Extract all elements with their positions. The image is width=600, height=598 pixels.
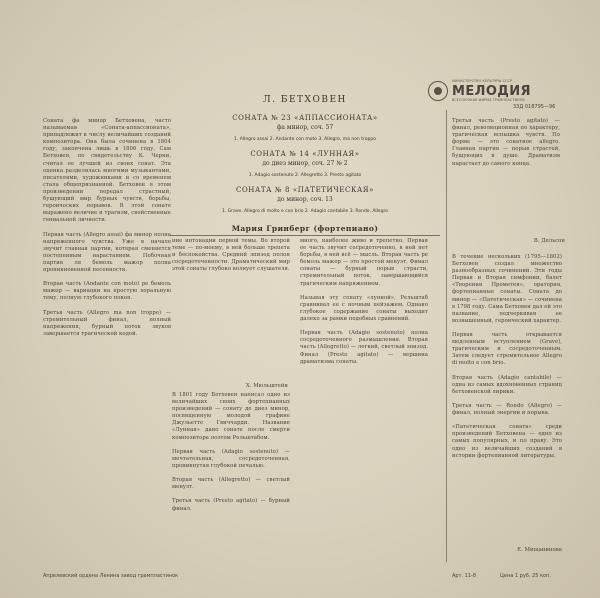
notes-right-bottom: В течение нескольких (1795—1802) Бетховен создал множество разнообразных сочинений. Эти годы Первая и Вторая симфонии, балет «Творения Прометея», оратория, фортепианные сонаты. Соната до минор — «Патетическая» — сочинена в 1798 году. Сама Бетховен дал ей это название, подчеркивая ее возвышенный, героический характер. Первая часть открывается медленным вступлением (Grave), трагическим и сосредоточенным. Затем следует стремительное Allegro di molto e con brio. Вторая часть (Adagio cantabile) — одна из самых вдохновенных страниц бетховенской лирики. Третья часть — Rondo (Allegro) — финал, полный энергии и порыва. «Патетическая соната» среди произведений Бетховена — одно из самых популярных, и по праву. Это одно из величайших созданий в истории фортепианной литературы. [452, 254, 562, 459]
notes-middle-left: ние интонации первой темы. Во второй теме — по-моему, в ней больше трепета и беспокойства. Средний эпизод полон сосредоточенности. Драматический мир этой сонаты глубоко волнует слушателя. [172, 238, 290, 273]
melodiya-logo [428, 81, 586, 103]
notes-middle-right: много, наиболее живо и трепетно. Первая ее часть звучит сосредоточенно, в ней нет борьбы, в ней всё — мысль. Вторая часть ре бемоль мажор — это простой менуэт. Финал сонаты — бурный порыв страсти, стремительный поток, завершающийся трагическим напряжением. Называя эту сонату «лунной», Рельштаб сравнивал ее с ночным пейзажем. Однако глубокое содержание сонаты выходит далеко за рамки подобных сравнений. Первая часть (Adagio sostenuto) полна сосредоточенного размышления. Вторая часть (Allegretto) — легкий, светлый эпизод. Финал (Presto agitato) — вершина драматизма сонаты. [300, 238, 428, 365]
title-divider [170, 235, 440, 236]
notes-right-top: Третья часть (Presto agitato) — финал, революционная по характеру, трагическая вспышка чувств. По форме — это сонатное allegro. Главная партия — порыв страстей, бушующих в душе. Драматизм нарастает до самого конца. [452, 118, 560, 167]
column-separator [446, 110, 447, 562]
composer-name: Л. БЕТХОВЕН [263, 95, 347, 105]
sonata-14-key: до диез минор, соч. 27 № 2 [262, 160, 348, 167]
sonata-14-movements: 1. Adagio sostenuto 2. Allegretto 3. Presto agitato [248, 173, 362, 178]
catalog-number: 33Д 018795—96 [513, 104, 556, 110]
logo-ministry-line: МИНИСТЕРСТВО КУЛЬТУРЫ СССР [452, 79, 513, 83]
sonata-8-title: СОНАТА № 8 «ПАТЕТИЧЕСКАЯ» [236, 186, 374, 194]
author-delson: В. Дельсон [533, 238, 565, 244]
plant-name: Апрелевский ордена Ленина завод грампластинок [43, 573, 179, 579]
sonata-23-title: СОНАТА № 23 «АППАССИОНАТА» [232, 114, 378, 122]
logo-brand-name: МЕЛОДИЯ [452, 84, 531, 99]
sonata-23-key: фа минор, соч. 57 [276, 124, 334, 131]
logo-company-line: ВСЕСОЮЗНАЯ ФИРМА ГРАМПЛАСТИНОК [452, 98, 525, 102]
notes-middle-left-2: В 1801 году Бетховен написал одно из величайших своих фортепианных произведений — сонату до диез минор, посвященную молодой графине Джульетте Гвиччарди. Название «Лунная» дано сонате после смерти композитора поэтом Рельштабом. Первая часть (Adagio sostenuto) — мечтательная, сосредоточенная, проникнутая глубокой печалью. Вторая часть (Allegretto) — светлый менуэт. Третья часть (Presto agitato) — бурный финал. [172, 392, 290, 512]
price: Цена 1 руб. 25 коп. [500, 573, 551, 579]
sonata-14-title: СОНАТА № 14 «ЛУННАЯ» [250, 150, 360, 158]
author-myshchanova: Е. Мищанинова [517, 547, 562, 553]
sonata-23-movements: 1. Allegro assai 2. Andante con moto 3. Allegro, ma non troppo [234, 137, 376, 142]
author-myshletin: Х. Мюльштейн [245, 383, 288, 389]
article-number: Арт. 11-8 [452, 573, 477, 579]
sonata-8-movements: 1. Grave. Allegro di molto e con brio 2. Adagio cantabile 3. Rondo. Allegro [221, 209, 389, 214]
sonata-8-key: до минор, соч. 13 [277, 196, 333, 203]
performer: Мария Гринберг (фортепиано) [231, 224, 379, 233]
notes-left-column: Соната фа минор Бетховена, часто называемая «Соната-аппассионата», принадлежит к числу величайших созданий композитора. Она была сочинена в 1804 году, закончена лишь в 1806 году. Сам Бетховен, по свидетельству К. Черни, считал ее лучшей из своих сонат. Эта оценка разделялась многими музыкантами, писателями, художниками и со временем стала общепризнанной. Бетховен в этом произведении передал страстный, бушующий мир бурных чувств, борьбы, героических порывов. В этой сонате выражено величие и трагизм, свойственные гениальной личности. Первая часть (Allegro assai) фа минор полна напряженного чувства. Уже в начале звучит главная партия, которая сменяется постепенным нарастанием. Побочная партия ля бемоль мажор полна проникновенной песенности. Вторая часть (Andante con moto) ре бемоль мажор — вариации на простую хоральную тему, полную глубокого покоя. Третья часть (Allegro ma non troppo) — стремительный финал, полный напряжения, бурный поток звуков завершается трагической кодой. [43, 118, 171, 337]
